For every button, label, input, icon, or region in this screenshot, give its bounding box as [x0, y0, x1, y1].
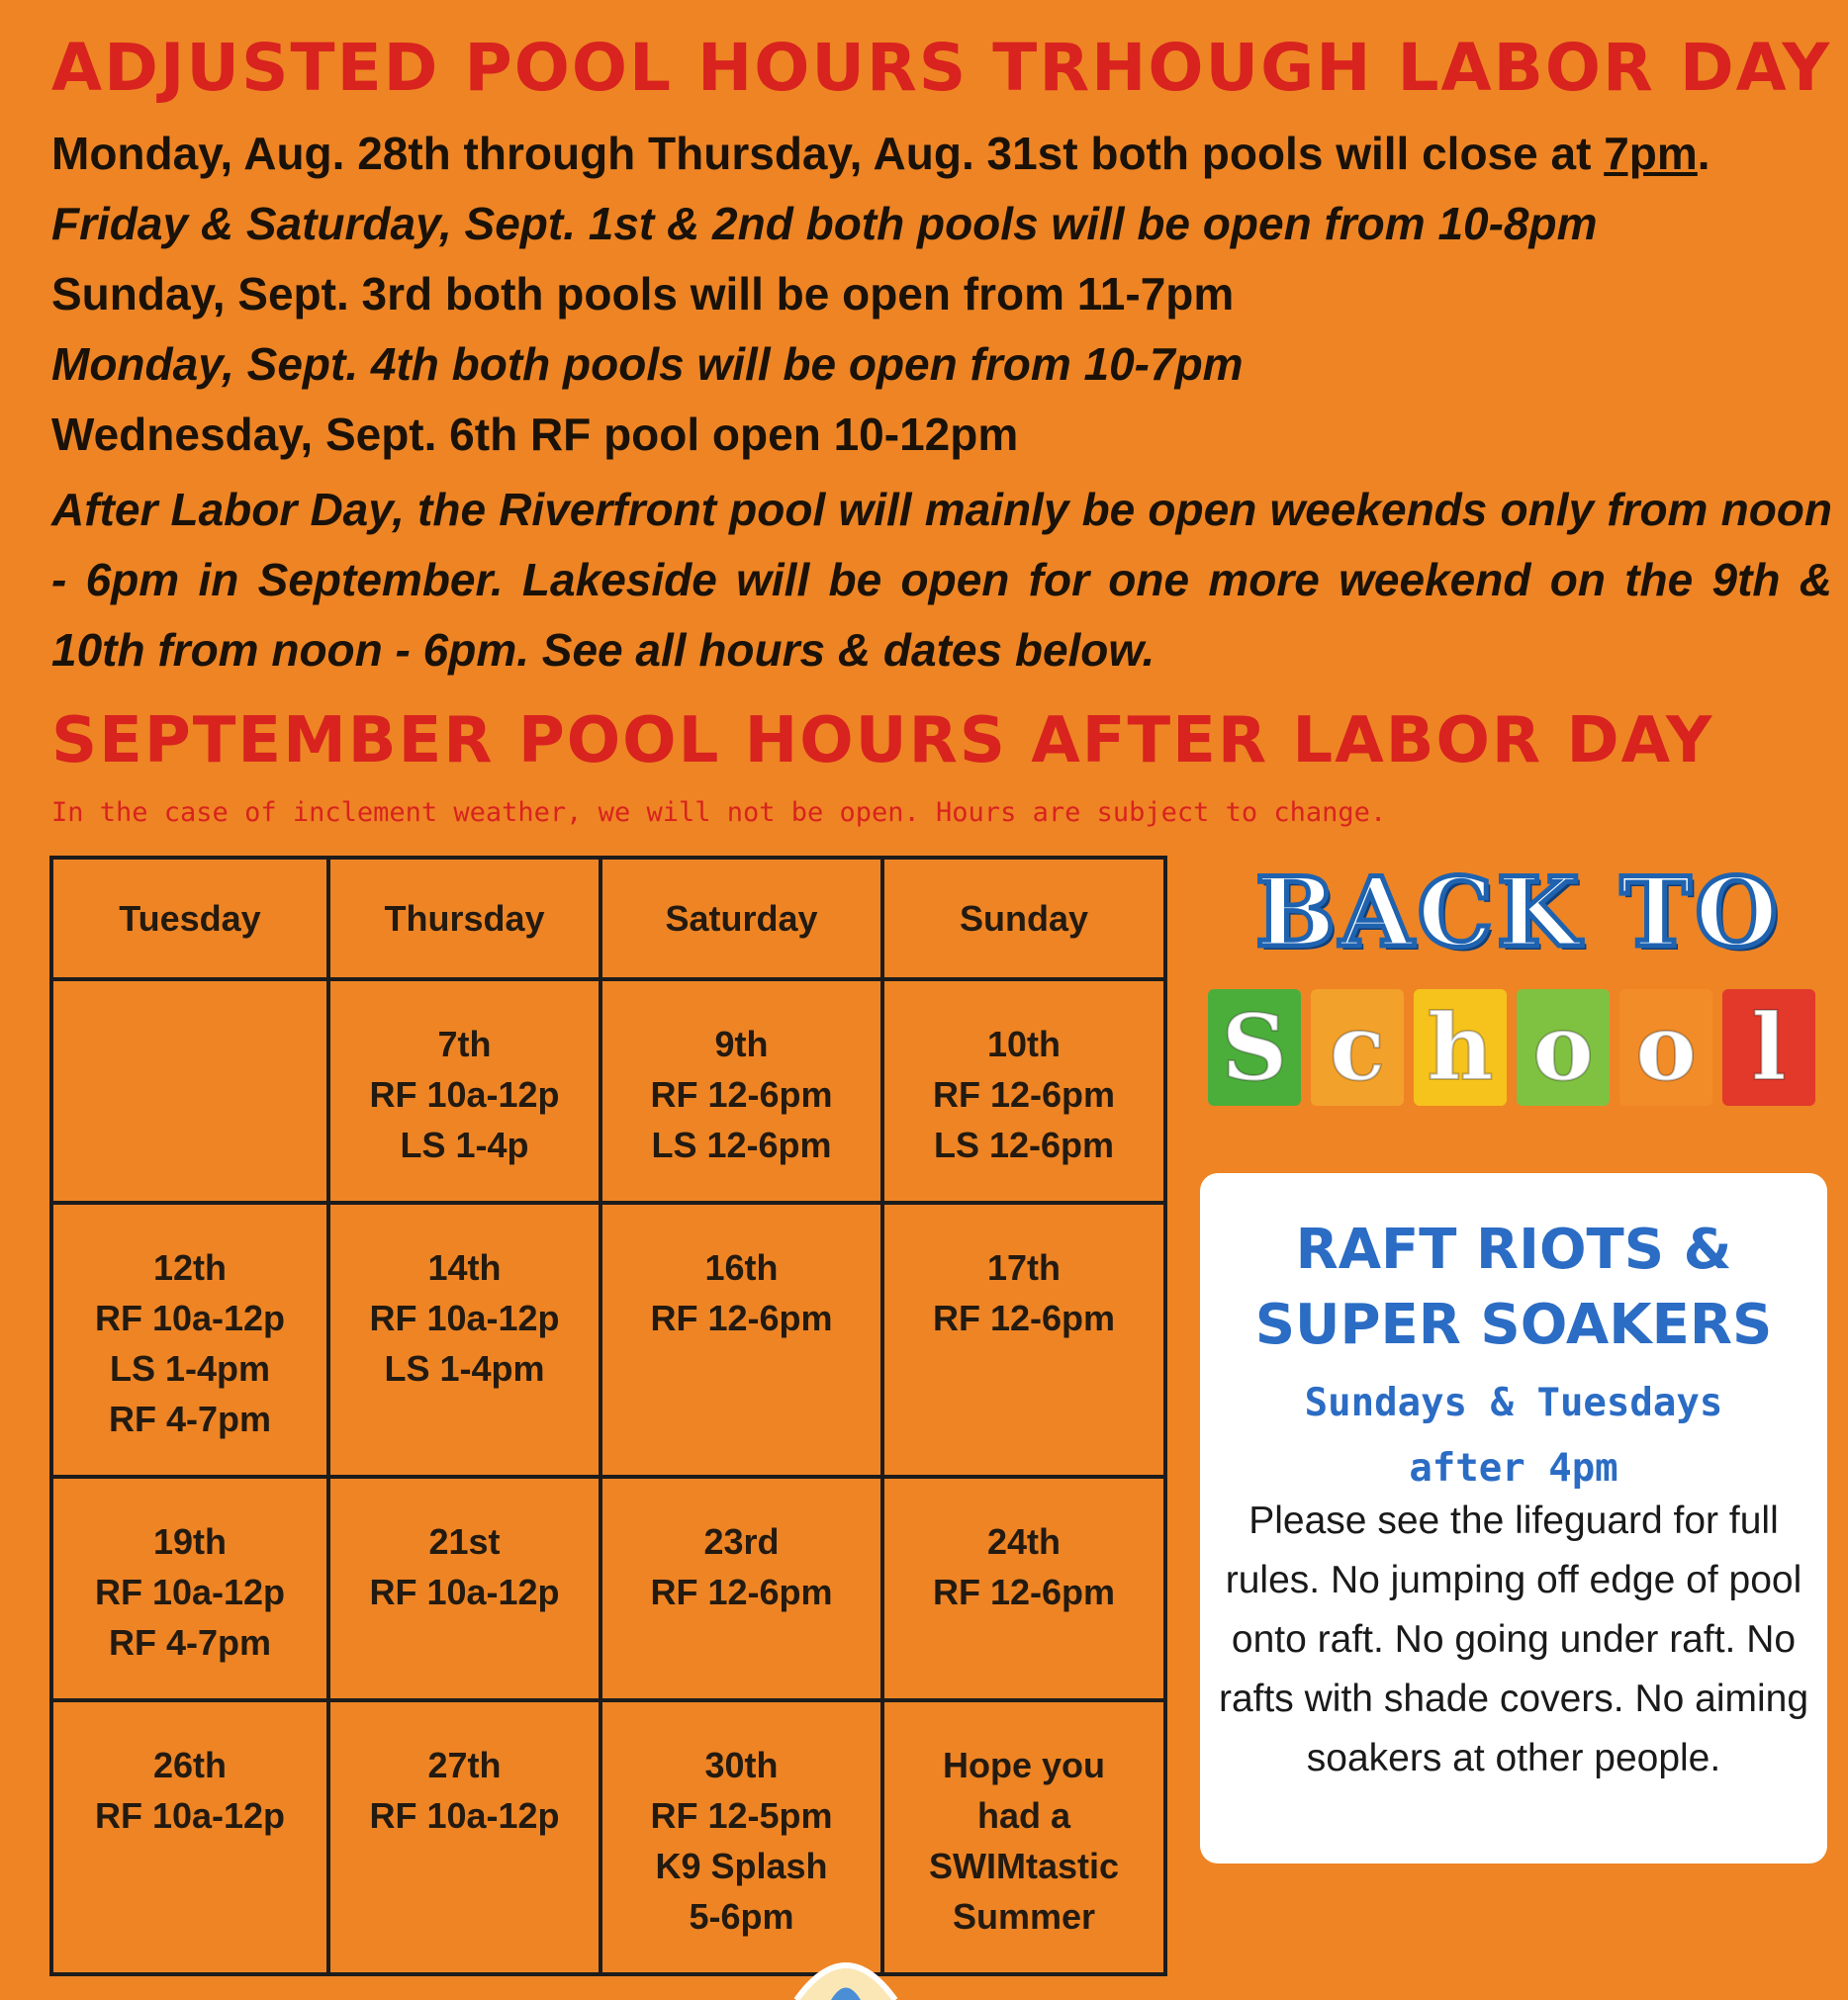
- school-letter-tile: S: [1208, 989, 1301, 1106]
- cell-content: [884, 1205, 1163, 1343]
- cell-hours: RF 12-6pm: [650, 1572, 833, 1612]
- cell-hours: RF 10a-12p: [94, 1572, 286, 1612]
- cell-date: 16th: [704, 1247, 779, 1288]
- header-tuesday: Tuesday: [51, 858, 328, 979]
- cell-content: [884, 1702, 1163, 1942]
- cell-hours: RF 12-6pm: [932, 1074, 1116, 1115]
- cell-hours: RF 10a-12p: [369, 1074, 560, 1115]
- schedule-line-sept6: Wednesday, Sept. 6th RF pool open 10-12pm: [51, 409, 1019, 460]
- table-row: [51, 1477, 1165, 1700]
- cell-hours: RF 12-5pm: [650, 1795, 833, 1836]
- cell-content: [53, 981, 326, 1019]
- table-cell-thursday: [328, 1203, 601, 1477]
- school-letter-tile: c: [1311, 989, 1404, 1106]
- cell-hours: LS 1-4pm: [384, 1348, 545, 1389]
- table-row: [51, 979, 1165, 1203]
- cell-date: 19th: [152, 1521, 228, 1562]
- cell-date: 12th: [152, 1247, 228, 1288]
- cell-hours: RF 12-6pm: [932, 1572, 1116, 1612]
- cell-date: 7th: [437, 1024, 492, 1064]
- cell-date: 24th: [986, 1521, 1062, 1562]
- cell-date: 23rd: [703, 1521, 780, 1562]
- cell-date: 17th: [986, 1247, 1062, 1288]
- table-cell-tuesday: [51, 1700, 328, 1974]
- header-saturday: Saturday: [601, 858, 882, 979]
- cell-content: [602, 1479, 880, 1617]
- cell-hours: RF 4-7pm: [108, 1399, 272, 1439]
- school-letter-tile: l: [1722, 989, 1815, 1106]
- cell-hours: Summer: [952, 1896, 1096, 1937]
- back-to-school-graphic: [1202, 857, 1835, 1124]
- table-cell-sunday: [882, 1203, 1165, 1477]
- table-cell-saturday: [601, 979, 882, 1203]
- cell-hours: K9 Splash: [655, 1846, 828, 1886]
- table-row: [51, 1203, 1165, 1477]
- cell-date: 27th: [427, 1745, 502, 1785]
- cell-content: [884, 1479, 1163, 1617]
- cell-hours: RF 12-6pm: [932, 1298, 1116, 1338]
- title-adjusted-hours: ADJUSTED POOL HOURS TRHOUGH LABOR DAY: [51, 30, 1832, 106]
- header-thursday: Thursday: [328, 858, 601, 979]
- schedule-line-sept1-2: Friday & Saturday, Sept. 1st & 2nd both pools will be open from 10-8pm: [51, 198, 1598, 249]
- september-schedule-table: [49, 856, 1167, 1976]
- cell-hours: LS 1-4pm: [109, 1348, 271, 1389]
- table-header-row: [51, 858, 1165, 979]
- cell-content: [53, 1702, 326, 1841]
- table-cell-tuesday: [51, 1203, 328, 1477]
- cell-content: [330, 1205, 599, 1394]
- table-cell-thursday: [328, 1477, 601, 1700]
- cell-hours: 5-6pm: [689, 1896, 794, 1937]
- school-letter-tile: o: [1619, 989, 1712, 1106]
- cell-content: [602, 1205, 880, 1343]
- table-cell-sunday: [882, 1700, 1165, 1974]
- cell-hours: RF 10a-12p: [369, 1572, 560, 1612]
- cell-hours: LS 12-6pm: [651, 1125, 832, 1165]
- cell-hours: SWIMtastic: [928, 1846, 1120, 1886]
- raft-riots-card: [1200, 1173, 1827, 1864]
- cell-hours: RF 4-7pm: [108, 1622, 272, 1663]
- school-letter-tile: o: [1517, 989, 1610, 1106]
- cell-content: [53, 1205, 326, 1444]
- cell-hours: RF 12-6pm: [650, 1074, 833, 1115]
- cell-date: 10th: [986, 1024, 1062, 1064]
- school-letter-tile: h: [1414, 989, 1507, 1106]
- title-september-hours: SEPTEMBER POOL HOURS AFTER LABOR DAY: [51, 704, 1714, 777]
- table-cell-saturday: [601, 1700, 882, 1974]
- raft-riots-title: RAFT RIOTS & SUPER SOAKERS: [1254, 1218, 1773, 1357]
- schedule-line-aug28-text: Monday, Aug. 28th through Thursday, Aug. 31st both pools will close at: [51, 128, 1605, 179]
- cell-date: 21st: [428, 1521, 501, 1562]
- table-cell-tuesday: [51, 1477, 328, 1700]
- cell-hours: had a: [976, 1795, 1071, 1836]
- cell-date: 9th: [714, 1024, 769, 1064]
- close-time-7pm: 7pm: [1604, 128, 1698, 179]
- cell-date: 26th: [152, 1745, 228, 1785]
- table-cell-thursday: [328, 979, 601, 1203]
- cell-date: 14th: [427, 1247, 502, 1288]
- after-labor-day-paragraph: After Labor Day, the Riverfront pool will mainly be open weekends only from noon - 6pm in September. Lakeside will be open for one more weekend on the 9th & 10th from noon - 6pm. See all hours & dates below.: [51, 484, 1832, 676]
- period: .: [1697, 128, 1710, 179]
- decorative-ornament-icon: [791, 1941, 900, 2000]
- cell-hours: LS 1-4p: [400, 1125, 529, 1165]
- raft-riots-schedule: Sundays & Tuesdays after 4pm: [1304, 1381, 1723, 1491]
- cell-content: [330, 981, 599, 1170]
- cell-content: [330, 1702, 599, 1841]
- cell-hours: RF 12-6pm: [650, 1298, 833, 1338]
- header-sunday: Sunday: [882, 858, 1165, 979]
- schedule-line-sept3: Sunday, Sept. 3rd both pools will be open from 11-7pm: [51, 268, 1235, 319]
- table-cell-sunday: [882, 979, 1165, 1203]
- table-cell-tuesday: [51, 979, 328, 1203]
- raft-riots-rules: Please see the lifeguard for full rules. No jumping off edge of pool onto raft. No going under raft. No rafts with shade covers. No aiming soakers at other people.: [1218, 1500, 1809, 1779]
- table-cell-saturday: [601, 1477, 882, 1700]
- schedule-line-aug28: [51, 127, 1710, 180]
- cell-content: [602, 981, 880, 1170]
- cell-content: [884, 981, 1163, 1170]
- cell-hours: RF 10a-12p: [94, 1298, 286, 1338]
- cell-hours: RF 10a-12p: [94, 1795, 286, 1836]
- cell-content: [53, 1479, 326, 1668]
- back-to-title: BACK TO: [1255, 857, 1782, 968]
- table-cell-sunday: [882, 1477, 1165, 1700]
- cell-content: [602, 1702, 880, 1942]
- table-cell-saturday: [601, 1203, 882, 1477]
- weather-note: In the case of inclement weather, we will not be open. Hours are subject to change.: [51, 797, 1387, 828]
- cell-date: Hope you: [942, 1745, 1105, 1785]
- cell-hours: RF 10a-12p: [369, 1795, 560, 1836]
- table-cell-thursday: [328, 1700, 601, 1974]
- cell-date: 30th: [704, 1745, 779, 1785]
- cell-content: [330, 1479, 599, 1617]
- table-row: [51, 1700, 1165, 1974]
- cell-hours: RF 10a-12p: [369, 1298, 560, 1338]
- schedule-line-sept4: Monday, Sept. 4th both pools will be open from 10-7pm: [51, 338, 1244, 390]
- cell-hours: LS 12-6pm: [933, 1125, 1115, 1165]
